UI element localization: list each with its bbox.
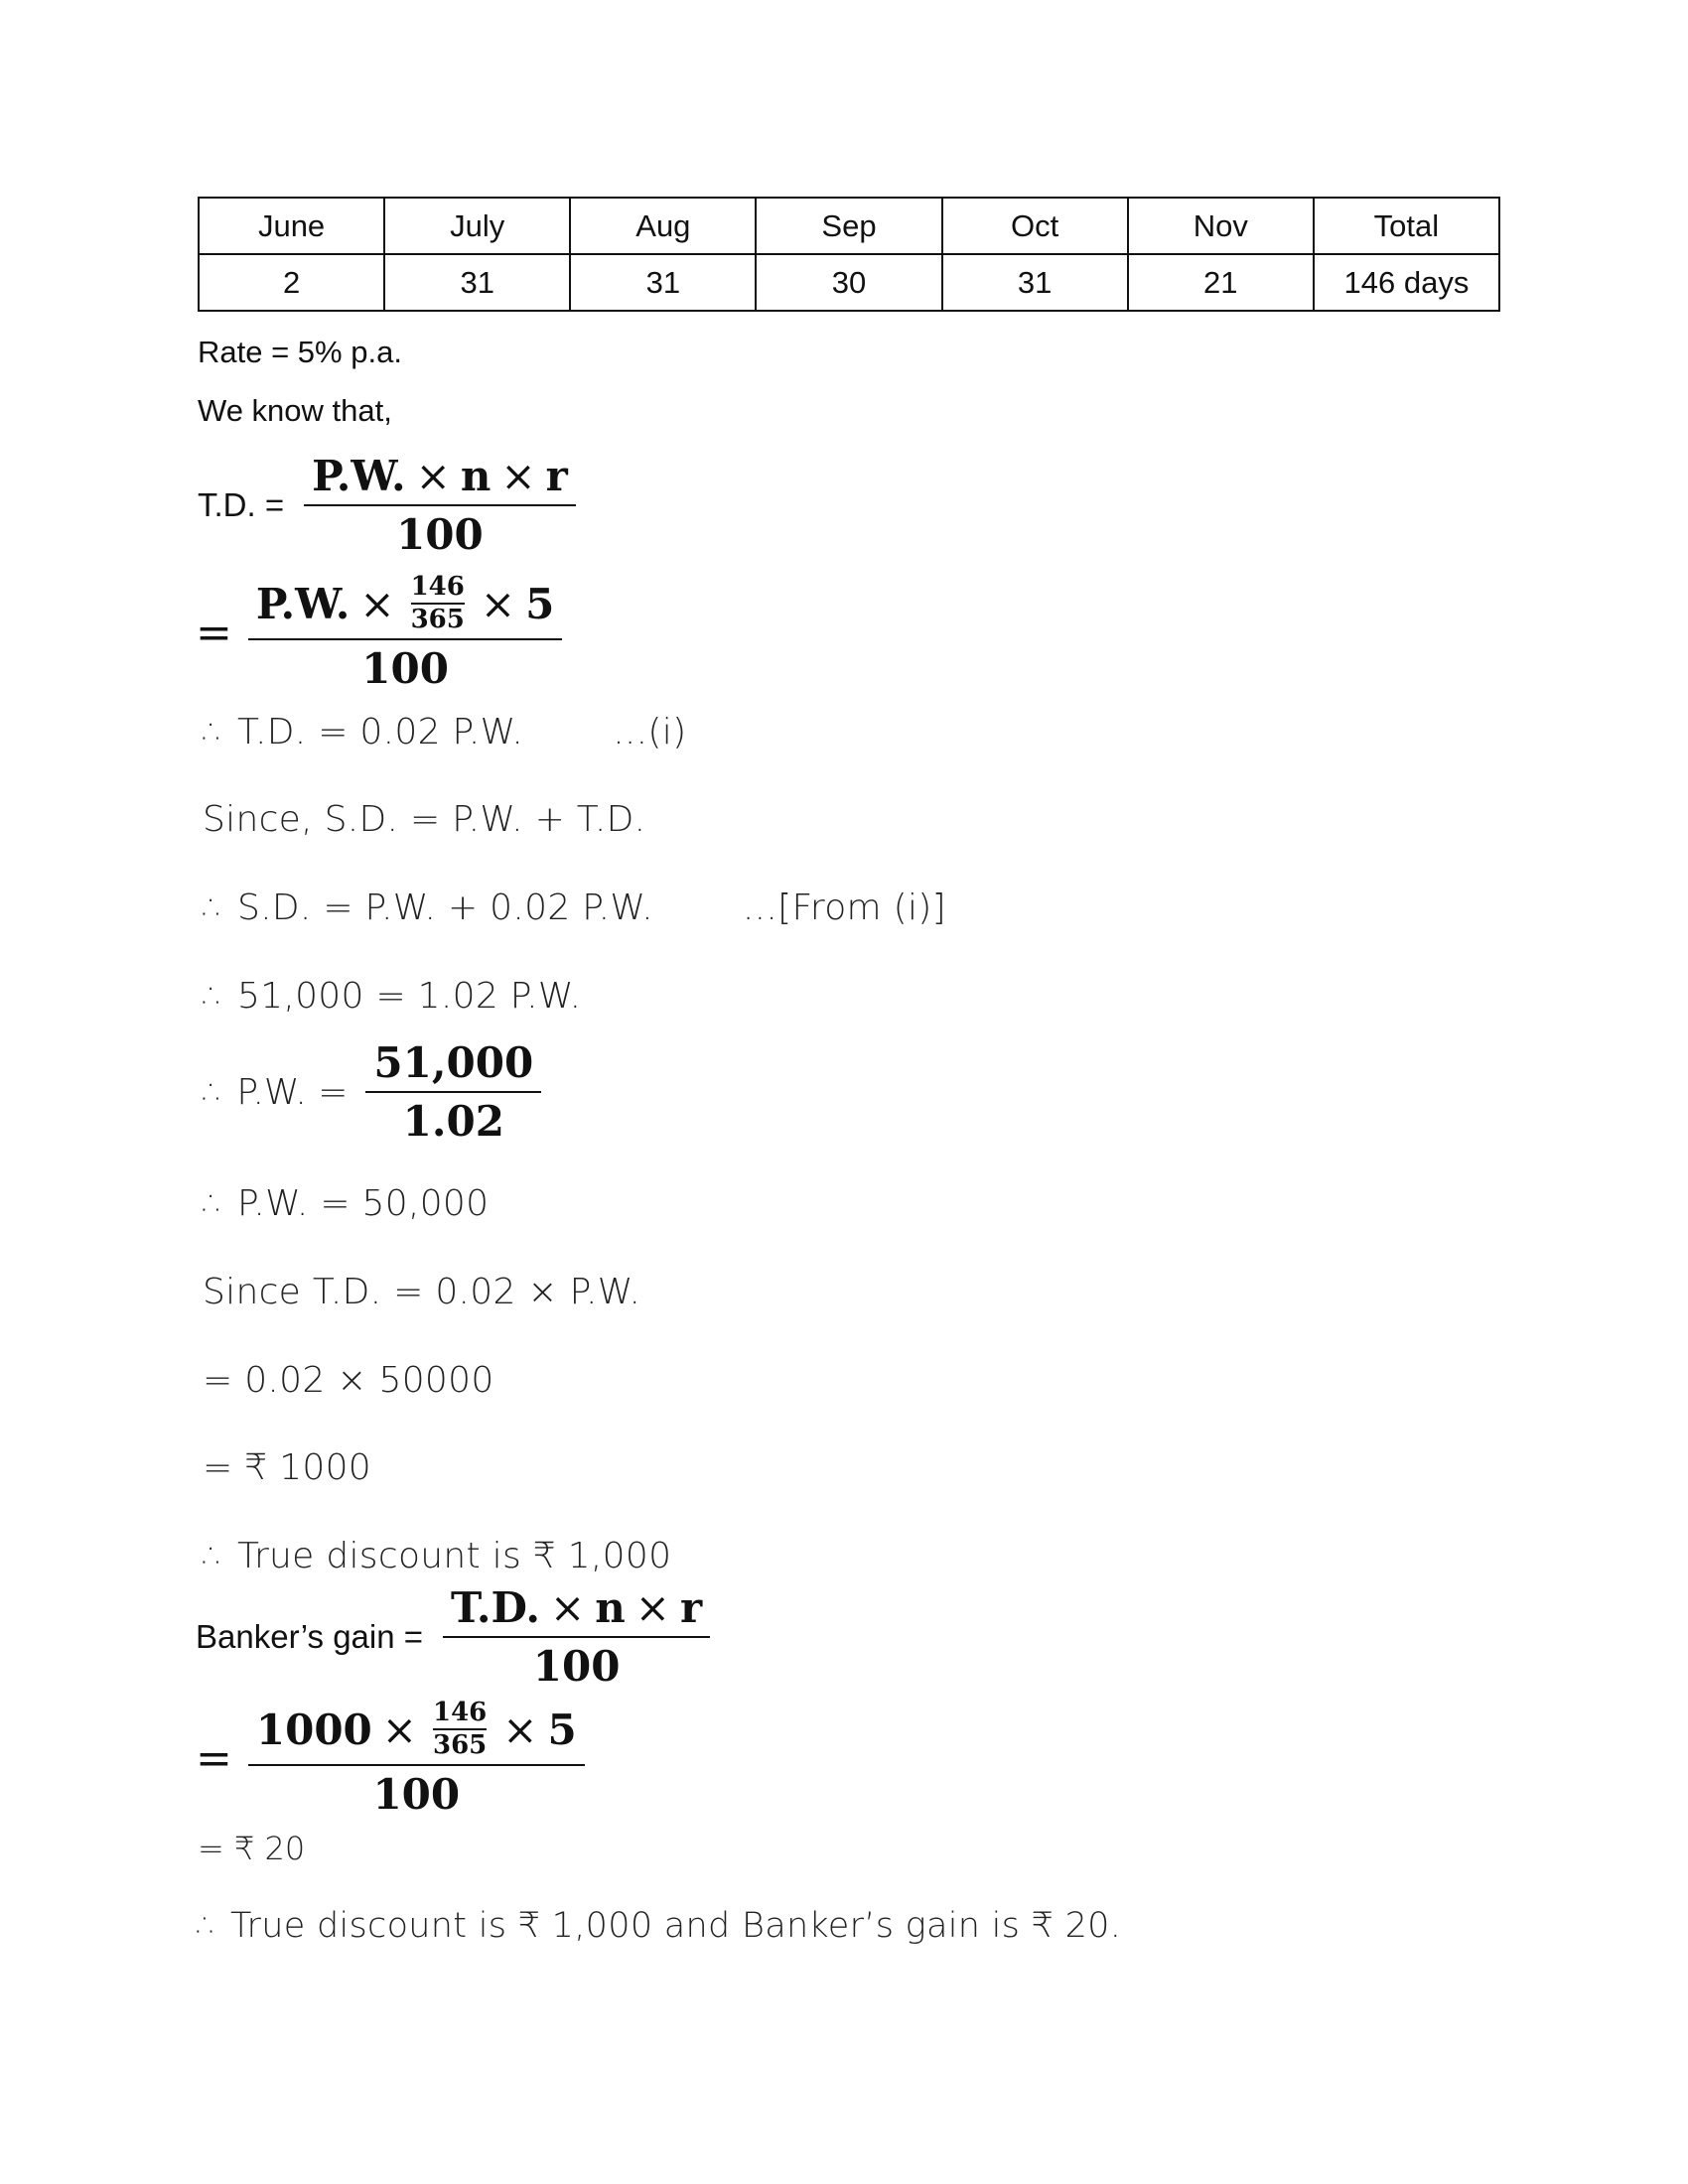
rate-term: 5 — [525, 579, 555, 628]
table-cell: 146 days — [1314, 254, 1499, 311]
td-numerator — [304, 452, 576, 504]
bg-denominator: 100 — [532, 1642, 621, 1691]
bg-n-term: n — [595, 1583, 626, 1632]
times-sign: × — [500, 452, 536, 500]
table-cell: 31 — [942, 254, 1128, 311]
bg-sub-td-term: 1000 — [255, 1705, 372, 1754]
td-pw-term: P.W. — [312, 452, 406, 500]
bg-formula-lhs: Banker’s gain = — [196, 1618, 424, 1655]
td-fraction — [304, 452, 576, 559]
days-numerator: 146 — [410, 572, 465, 602]
equals-sign: = — [196, 608, 232, 659]
td-sub-pw-term: P.W. — [255, 579, 351, 628]
conclusion-line: ∴ True discount is ₹ 1,000 and Banker’s gain is ₹ 20. — [197, 1906, 1122, 1946]
days-numerator: 146 — [432, 1698, 488, 1727]
td-sub-numerator — [248, 574, 562, 638]
td-denominator: 100 — [396, 510, 484, 559]
rate-term: 5 — [547, 1705, 577, 1754]
sd-definition-line: Since, S.D. = P.W. + T.D. — [203, 799, 646, 840]
td-definition-line: Since T.D. = 0.02 × P.W. — [203, 1272, 641, 1312]
days-table — [198, 197, 1500, 312]
td-r-term: r — [545, 452, 568, 500]
td-sub-fraction — [248, 574, 562, 693]
td-substitution — [196, 574, 562, 693]
bg-fraction — [443, 1583, 710, 1691]
times-sign: × — [634, 1583, 670, 1632]
table-header-cell: June — [199, 198, 384, 254]
td-result-text: ∴ T.D. = 0.02 P.W. — [203, 712, 524, 752]
times-sign: × — [415, 452, 451, 500]
times-sign: × — [359, 579, 395, 628]
times-sign: × — [381, 1705, 417, 1754]
bg-formula — [196, 1583, 710, 1691]
table-header-row — [199, 198, 1499, 254]
pw-formula — [203, 1038, 541, 1146]
equation-tag: ...[From (i)] — [742, 887, 946, 928]
pw-result-line: ∴ P.W. = 50,000 — [203, 1183, 490, 1224]
times-sign: × — [480, 579, 516, 628]
sd-value-line: ∴ 51,000 = 1.02 P.W. — [203, 976, 582, 1017]
pw-denominator: 1.02 — [402, 1097, 504, 1146]
td-value-line: = ₹ 1000 — [203, 1447, 371, 1488]
table-cell: 2 — [199, 254, 384, 311]
table-header-cell: Nov — [1128, 198, 1314, 254]
sd-substitution-line — [203, 887, 946, 928]
td-calc-line: = 0.02 × 50000 — [203, 1360, 494, 1401]
table-header-cell: Sep — [756, 198, 941, 254]
td-formula-lhs: T.D. = — [198, 486, 285, 523]
table-cell: 30 — [756, 254, 941, 311]
equation-tag: ...(i) — [613, 712, 687, 752]
td-formula — [198, 452, 576, 559]
bg-sub-denominator: 100 — [372, 1769, 461, 1819]
td-result-line — [203, 712, 686, 752]
rate-line: Rate = 5% p.a. — [198, 335, 402, 369]
table-header-cell: July — [384, 198, 570, 254]
bg-numerator — [443, 1583, 710, 1636]
bg-sub-numerator — [248, 1700, 585, 1764]
days-fraction — [433, 1700, 487, 1760]
days-denominator: 365 — [432, 1730, 488, 1761]
td-statement-line: ∴ True discount is ₹ 1,000 — [203, 1536, 672, 1576]
table-row — [199, 254, 1499, 311]
table-cell: 31 — [384, 254, 570, 311]
equals-sign: = — [196, 1733, 232, 1785]
bg-r-term: r — [680, 1583, 703, 1632]
pw-numerator: 51,000 — [373, 1038, 534, 1087]
td-sub-denominator: 100 — [361, 643, 449, 693]
times-sign: × — [502, 1705, 538, 1754]
pw-fraction — [365, 1038, 541, 1146]
table-cell: 31 — [570, 254, 756, 311]
sd-substitution-text: ∴ S.D. = P.W. + 0.02 P.W. — [203, 887, 653, 928]
table-header-cell: Oct — [942, 198, 1128, 254]
table-cell: 21 — [1128, 254, 1314, 311]
bg-result-line: = ₹ 20 — [198, 1830, 306, 1867]
bg-td-term: T.D. — [451, 1583, 541, 1632]
td-n-term: n — [460, 452, 492, 500]
table-header-cell: Aug — [570, 198, 756, 254]
pw-formula-lhs: ∴ P.W. = — [203, 1071, 349, 1113]
know-line: We know that, — [198, 393, 392, 428]
table-header-cell: Total — [1314, 198, 1499, 254]
days-fraction — [411, 574, 465, 634]
bg-sub-fraction — [248, 1700, 585, 1819]
days-denominator: 365 — [410, 605, 465, 635]
times-sign: × — [550, 1583, 586, 1632]
bg-substitution — [196, 1700, 585, 1819]
